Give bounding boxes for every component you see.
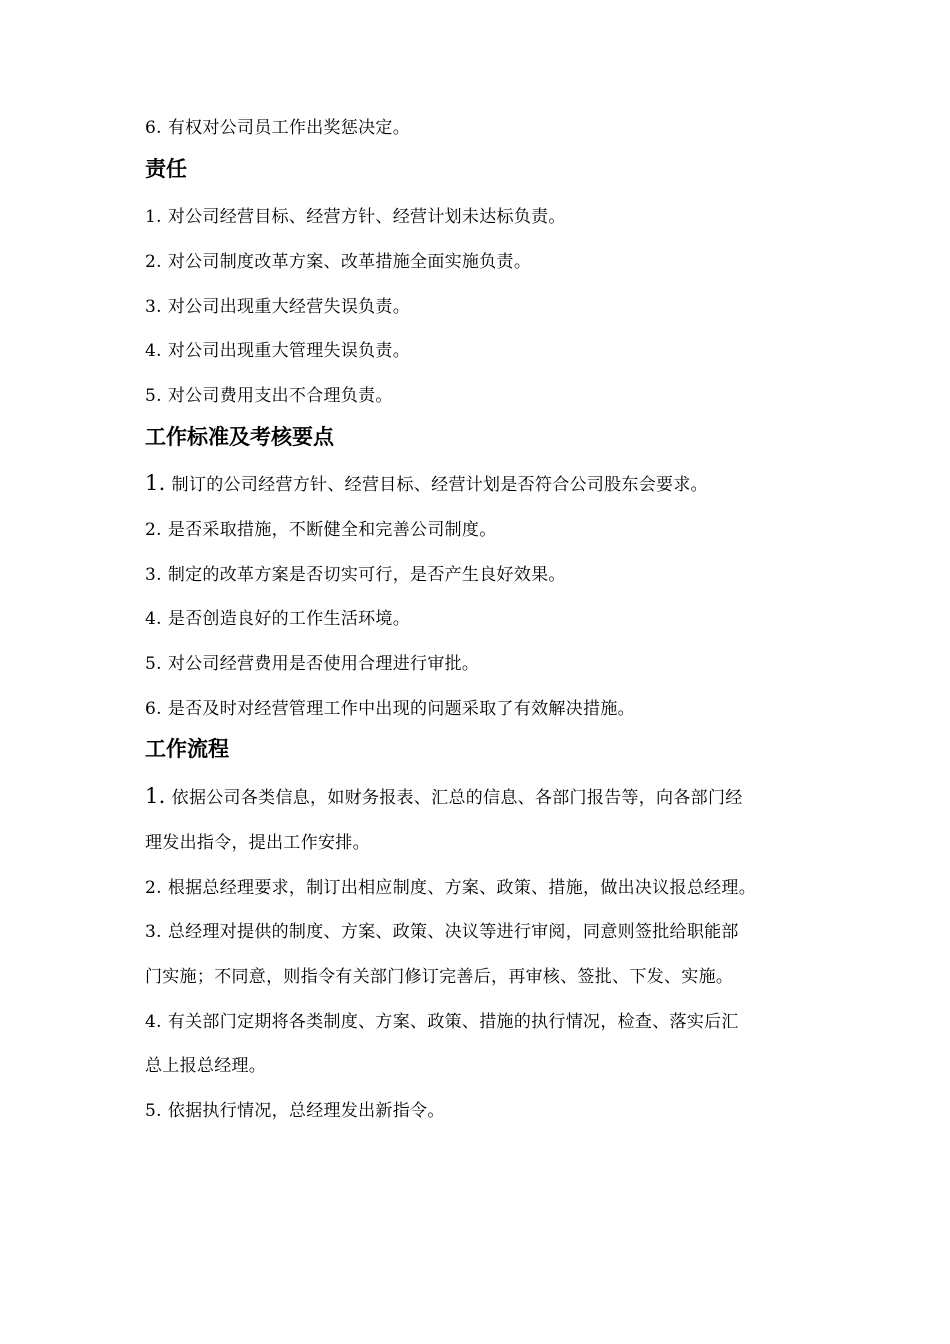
item-number: 2. [145, 878, 162, 898]
section-heading-process: 工作流程 [145, 737, 229, 761]
list-item [145, 520, 825, 540]
list-item [145, 386, 825, 406]
item-text: 总经理对提供的制度、方案、政策、决议等进行审阅，同意则签批给职能部 [167, 922, 739, 942]
item-text: 制订的公司经营方针、经营目标、经营计划是否符合公司股东会要求。 [171, 475, 708, 495]
item-text: 根据总经理要求，制订出相应制度、方案、政策、措施，做出决议报总经理。 [167, 878, 757, 898]
item-text: 是否及时对经营管理工作中出现的问题采取了有效解决措施。 [167, 699, 635, 719]
list-item-continuation: 理发出指令，提出工作安排。 [145, 833, 370, 853]
item-number: 5. [145, 1101, 162, 1121]
list-item [145, 609, 825, 629]
section-heading-responsibility: 责任 [145, 157, 187, 181]
list-item [145, 922, 825, 942]
list-item [145, 252, 825, 272]
item-number: 1. [145, 471, 166, 495]
list-item-continuation: 门实施；不同意，则指令有关部门修订完善后，再审核、签批、下发、实施。 [145, 967, 734, 987]
list-item [145, 1012, 825, 1032]
item-number: 4. [145, 341, 162, 361]
item-number: 6. [145, 699, 162, 719]
item-text: 依据公司各类信息，如财务报表、汇总的信息、各部门报告等，向各部门经 [171, 788, 743, 808]
item-number: 3. [145, 565, 162, 585]
item-text: 对公司费用支出不合理负责。 [167, 386, 393, 406]
item-text: 有权对公司员工作出奖惩决定。 [167, 118, 411, 138]
item-text: 对公司经营费用是否使用合理进行审批。 [167, 654, 480, 674]
item-number: 1. [145, 784, 166, 808]
item-number: 1. [145, 207, 162, 227]
list-item [145, 473, 825, 495]
list-item [145, 565, 825, 585]
list-item [145, 297, 825, 317]
item-text: 是否创造良好的工作生活环境。 [167, 609, 411, 629]
item-text: 是否采取措施，不断健全和完善公司制度。 [167, 520, 497, 540]
item-number: 2. [145, 252, 162, 272]
list-item [145, 118, 825, 138]
item-text: 对公司制度改革方案、改革措施全面实施负责。 [167, 252, 532, 272]
list-item [145, 699, 825, 719]
list-item [145, 207, 825, 227]
item-number: 4. [145, 609, 162, 629]
item-text: 对公司出现重大经营失误负责。 [167, 297, 411, 317]
item-text: 对公司出现重大管理失误负责。 [167, 341, 411, 361]
item-number: 5. [145, 654, 162, 674]
section-heading-standards: 工作标准及考核要点 [145, 425, 334, 449]
list-item [145, 1101, 825, 1121]
list-item [145, 786, 825, 808]
item-text: 有关部门定期将各类制度、方案、政策、措施的执行情况，检查、落实后汇 [167, 1012, 739, 1032]
item-text: 依据执行情况，总经理发出新指令。 [167, 1101, 445, 1121]
item-number: 5. [145, 386, 162, 406]
item-number: 2. [145, 520, 162, 540]
list-item [145, 878, 825, 898]
item-text: 制定的改革方案是否切实可行，是否产生良好效果。 [167, 565, 566, 585]
item-text: 对公司经营目标、经营方针、经营计划未达标负责。 [167, 207, 566, 227]
list-item [145, 654, 825, 674]
item-number: 6. [145, 118, 162, 138]
list-item [145, 341, 825, 361]
item-number: 3. [145, 922, 162, 942]
list-item-continuation: 总上报总经理。 [145, 1056, 267, 1076]
item-number: 3. [145, 297, 162, 317]
item-number: 4. [145, 1012, 162, 1032]
